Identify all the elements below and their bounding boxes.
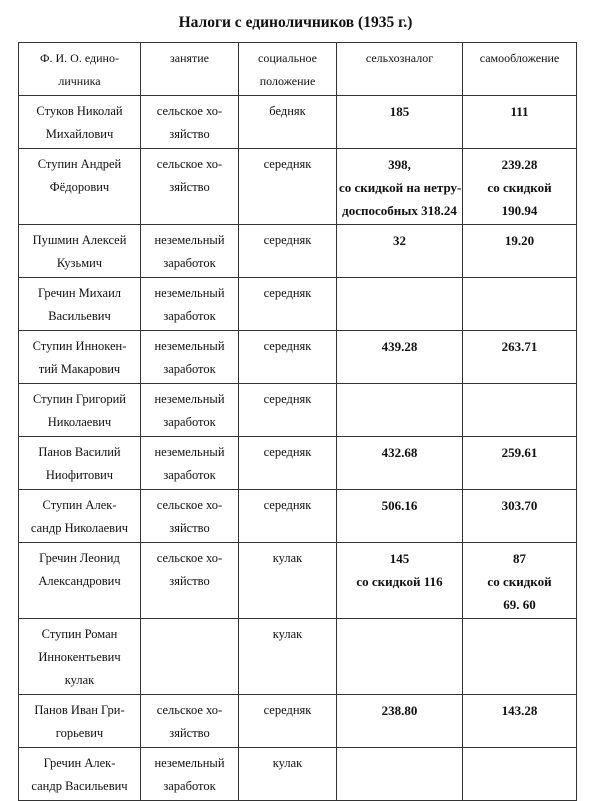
cell-line: личника xyxy=(58,74,101,88)
cell-line: доспособных 318.24 xyxy=(342,203,457,218)
agri-tax-cell xyxy=(337,695,463,748)
name-cell xyxy=(19,437,141,490)
self-taxation-cell xyxy=(463,619,577,695)
cell-line: середняк xyxy=(263,703,312,717)
table-row xyxy=(19,490,577,543)
agri-tax-cell xyxy=(337,437,463,490)
cell-line: середняк xyxy=(263,498,312,512)
cell-line: заработок xyxy=(163,362,216,376)
social-status-cell xyxy=(239,96,337,149)
social-status-cell xyxy=(239,278,337,331)
cell-line: Иннокентьевич xyxy=(38,650,121,664)
cell-line: середняк xyxy=(263,233,312,247)
cell-line: 303.70 xyxy=(501,498,538,513)
name-cell xyxy=(19,384,141,437)
cell-line: кулак xyxy=(272,551,303,565)
occupation-cell xyxy=(141,437,239,490)
cell-line: бедняк xyxy=(269,104,306,118)
cell-line: заработок xyxy=(163,779,216,793)
cell-line: занятие xyxy=(170,51,209,65)
cell-line: 111 xyxy=(510,104,529,119)
table-row xyxy=(19,543,577,619)
self-taxation-cell xyxy=(463,384,577,437)
cell-line: Фёдорович xyxy=(49,180,110,194)
fio-header xyxy=(19,43,141,96)
name-cell xyxy=(19,225,141,278)
cell-line: сельское хо- xyxy=(156,498,223,512)
cell-line: Гречин Алек- xyxy=(43,756,116,770)
cell-line: 398, xyxy=(388,157,411,172)
agri-tax-cell xyxy=(337,490,463,543)
cell-line: Стуков Николай xyxy=(36,104,123,118)
cell-line: 190.94 xyxy=(501,203,538,218)
cell-line: Панов Иван Гри- xyxy=(34,703,125,717)
name-cell xyxy=(19,278,141,331)
cell-line: 87 xyxy=(513,551,526,566)
cell-line: 506.16 xyxy=(381,498,418,513)
cell-line: середняк xyxy=(263,286,312,300)
cell-line: зяйство xyxy=(169,127,210,141)
occupation-cell xyxy=(141,543,239,619)
cell-line: 259.61 xyxy=(501,445,538,460)
agri-tax-cell xyxy=(337,149,463,225)
cell-line: середняк xyxy=(263,339,312,353)
cell-line: середняк xyxy=(263,392,312,406)
name-cell xyxy=(19,543,141,619)
cell-line: 238.80 xyxy=(381,703,418,718)
agri-tax-cell xyxy=(337,278,463,331)
cell-line: неземельный xyxy=(154,286,225,300)
cell-line: со скидкой 116 xyxy=(356,574,443,589)
agri-tax-cell xyxy=(337,384,463,437)
self-taxation-cell xyxy=(463,490,577,543)
table-row xyxy=(19,225,577,278)
table-body xyxy=(19,43,577,801)
cell-line: со скидкой xyxy=(487,180,552,195)
table-row xyxy=(19,331,577,384)
cell-line: горьевич xyxy=(55,726,104,740)
cell-line: со скидкой xyxy=(487,574,552,589)
cell-line: Ф. И. О. едино- xyxy=(40,51,119,65)
occupation-cell xyxy=(141,695,239,748)
self-taxation-cell xyxy=(463,331,577,384)
cell-line: 69. 60 xyxy=(503,597,536,612)
cell-line: Кузьмич xyxy=(56,256,103,270)
name-cell xyxy=(19,748,141,801)
cell-line: Гречин Михаил xyxy=(37,286,122,300)
agri-tax-cell xyxy=(337,543,463,619)
social-status-cell xyxy=(239,619,337,695)
table-row xyxy=(19,695,577,748)
table-row xyxy=(19,437,577,490)
social-status-cell xyxy=(239,331,337,384)
agri-tax-cell xyxy=(337,225,463,278)
table-row xyxy=(19,96,577,149)
self-taxation-cell xyxy=(463,96,577,149)
self-taxation-cell xyxy=(463,278,577,331)
cell-line: 239.28 xyxy=(501,157,538,172)
social-status-cell xyxy=(239,437,337,490)
cell-line: сандр Васильевич xyxy=(31,779,128,793)
self-taxation-cell xyxy=(463,695,577,748)
cell-line: сельское хо- xyxy=(156,157,223,171)
occupation-cell xyxy=(141,331,239,384)
social-status-header xyxy=(239,43,337,96)
cell-line: Ступин Андрей xyxy=(37,157,122,171)
cell-line: Ступин Григорий xyxy=(33,392,126,406)
agri-tax-header xyxy=(337,43,463,96)
occupation-cell xyxy=(141,96,239,149)
cell-line: сельское хо- xyxy=(156,551,223,565)
occupation-cell xyxy=(141,225,239,278)
social-status-cell xyxy=(239,543,337,619)
cell-line: зяйство xyxy=(169,521,210,535)
name-cell xyxy=(19,695,141,748)
social-status-cell xyxy=(239,149,337,225)
cell-line: неземельный xyxy=(154,445,225,459)
social-status-cell xyxy=(239,695,337,748)
name-cell xyxy=(19,149,141,225)
cell-line: Николаевич xyxy=(47,415,112,429)
social-status-cell xyxy=(239,490,337,543)
table-row xyxy=(19,619,577,695)
agri-tax-cell xyxy=(337,96,463,149)
occupation-header xyxy=(141,43,239,96)
occupation-cell xyxy=(141,149,239,225)
cell-line: Гречин Леонид xyxy=(39,551,120,565)
cell-line: заработок xyxy=(163,415,216,429)
cell-line: заработок xyxy=(163,309,216,323)
cell-line: Пушмин Алексей xyxy=(32,233,127,247)
cell-line: Ступин Роман xyxy=(41,627,118,641)
cell-line: со скидкой на нетру- xyxy=(339,180,462,195)
cell-line: 19.20 xyxy=(504,233,535,248)
self-taxation-cell xyxy=(463,437,577,490)
name-cell xyxy=(19,619,141,695)
header-row xyxy=(19,43,577,96)
cell-line: сельское хо- xyxy=(156,104,223,118)
cell-line: Ниофитович xyxy=(45,468,114,482)
cell-line: кулак xyxy=(272,627,303,641)
table-row xyxy=(19,384,577,437)
cell-line: 263.71 xyxy=(501,339,538,354)
tax-table xyxy=(18,42,577,801)
cell-line: середняк xyxy=(263,445,312,459)
cell-line: сельхозналог xyxy=(365,51,434,65)
cell-line: зяйство xyxy=(169,574,210,588)
cell-line: заработок xyxy=(163,468,216,482)
agri-tax-cell xyxy=(337,331,463,384)
cell-line: неземельный xyxy=(154,233,225,247)
table-row xyxy=(19,748,577,801)
cell-line: 143.28 xyxy=(501,703,538,718)
cell-line: сандр Николаевич xyxy=(30,521,129,535)
occupation-cell xyxy=(141,748,239,801)
name-cell xyxy=(19,490,141,543)
cell-line: 145 xyxy=(389,551,410,566)
cell-line: сельское хо- xyxy=(156,703,223,717)
cell-line: неземельный xyxy=(154,339,225,353)
cell-line: середняк xyxy=(263,157,312,171)
cell-line: 439.28 xyxy=(381,339,418,354)
agri-tax-cell xyxy=(337,748,463,801)
cell-line: Михайлович xyxy=(45,127,114,141)
cell-line: заработок xyxy=(163,256,216,270)
table-row xyxy=(19,278,577,331)
social-status-cell xyxy=(239,225,337,278)
cell-line: Ступин Иннокен- xyxy=(32,339,127,353)
page-title: Налоги с единоличников (1935 г.) xyxy=(178,14,413,31)
self-taxation-cell xyxy=(463,149,577,225)
self-taxation-cell xyxy=(463,225,577,278)
cell-line: кулак xyxy=(272,756,303,770)
occupation-cell xyxy=(141,278,239,331)
table-row xyxy=(19,149,577,225)
self-taxation-header xyxy=(463,43,577,96)
cell-line: социальное xyxy=(258,51,317,65)
cell-line: 185 xyxy=(389,104,410,119)
occupation-cell xyxy=(141,384,239,437)
self-taxation-cell xyxy=(463,748,577,801)
cell-line: 432.68 xyxy=(381,445,418,460)
name-cell xyxy=(19,331,141,384)
name-cell xyxy=(19,96,141,149)
cell-line: зяйство xyxy=(169,180,210,194)
social-status-cell xyxy=(239,384,337,437)
cell-line: самообложение xyxy=(479,51,560,65)
occupation-cell xyxy=(141,490,239,543)
cell-line: Ступин Алек- xyxy=(42,498,117,512)
cell-line: Александрович xyxy=(38,574,121,588)
cell-line: Васильевич xyxy=(48,309,111,323)
cell-line: неземельный xyxy=(154,392,225,406)
agri-tax-cell xyxy=(337,619,463,695)
cell-line: тий Макарович xyxy=(38,362,121,376)
occupation-cell xyxy=(141,619,239,695)
cell-line: зяйство xyxy=(169,726,210,740)
cell-line: 32 xyxy=(393,233,406,248)
cell-line: положение xyxy=(259,74,316,88)
self-taxation-cell xyxy=(463,543,577,619)
cell-line: кулак xyxy=(64,673,95,687)
social-status-cell xyxy=(239,748,337,801)
cell-line: Панов Василий xyxy=(38,445,121,459)
cell-line: неземельный xyxy=(154,756,225,770)
